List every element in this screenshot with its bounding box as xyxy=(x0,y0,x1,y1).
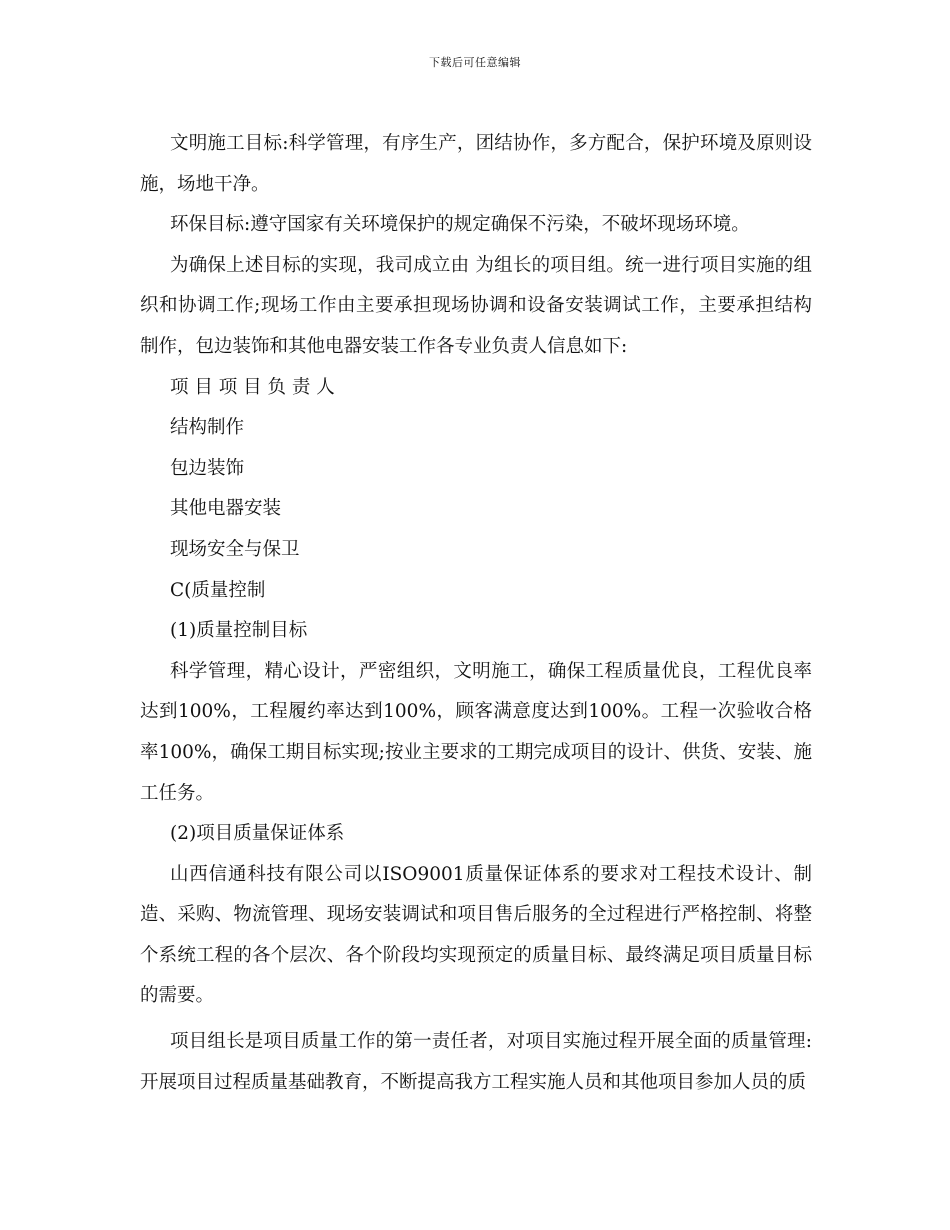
header-note: 下载后可任意编辑 xyxy=(429,56,521,69)
subheading-quality-system: (2)项目质量保证体系 xyxy=(170,823,345,845)
subheading-quality-goal: (1)质量控制目标 xyxy=(170,620,308,642)
section-heading-quality-control: C(质量控制 xyxy=(170,579,266,601)
list-item-safety: 现场安全与保卫 xyxy=(170,538,300,560)
list-item-structure: 结构制作 xyxy=(170,417,245,439)
paragraph-environmental-goal: 环保目标:遵守国家有关环境保护的规定确保不污染，不破坏现场环境。 xyxy=(170,214,750,236)
paragraph-civilized-construction: 文明施工目标:科学管理，有序生产，团结协作，多方配合，保护环境及原则设施，场地干净。 xyxy=(140,133,812,195)
document-body xyxy=(140,124,812,1103)
list-item-electrical: 其他电器安装 xyxy=(170,498,282,520)
paragraph-quality-system: 山西信通科技有限公司以ISO9001质量保证体系的要求对工程技术设计、制造、采购、物流管理、现场安装调试和项目售后服务的全过程进行严格控制、将整个系统工程的各个层次、各个阶段均实现预定的质量目标、最终满足项目质量目标的需要。 xyxy=(140,863,812,1007)
paragraph-project-team: 为确保上述目标的实现，我司成立由 为组长的项目组。统一进行项目实施的组织和协调工作;现场工作由主要承担现场协调和设备安装调试工作，主要承担结构制作，包边装饰和其他电器安装工作各专业负责人信息如下: xyxy=(140,254,812,357)
paragraph-quality-goal: 科学管理，精心设计，严密组织，文明施工，确保工程质量优良，工程优良率达到100%，工程履约率达到100%，顾客满意度达到100%。工程一次验收合格率100%，确保工期目标实现;按业主要求的工期完成项目的设计、供货、安装、施工任务。 xyxy=(140,660,812,804)
table-header-line: 项 目 项 目 负 责 人 xyxy=(170,376,335,398)
list-item-edging: 包边装饰 xyxy=(170,457,245,479)
paragraph-team-leader: 项目组长是项目质量工作的第一责任者，对项目实施过程开展全面的质量管理:开展项目过程质量基础教育，不断提高我方工程实施人员和其他项目参加人员的质 xyxy=(140,1031,812,1093)
